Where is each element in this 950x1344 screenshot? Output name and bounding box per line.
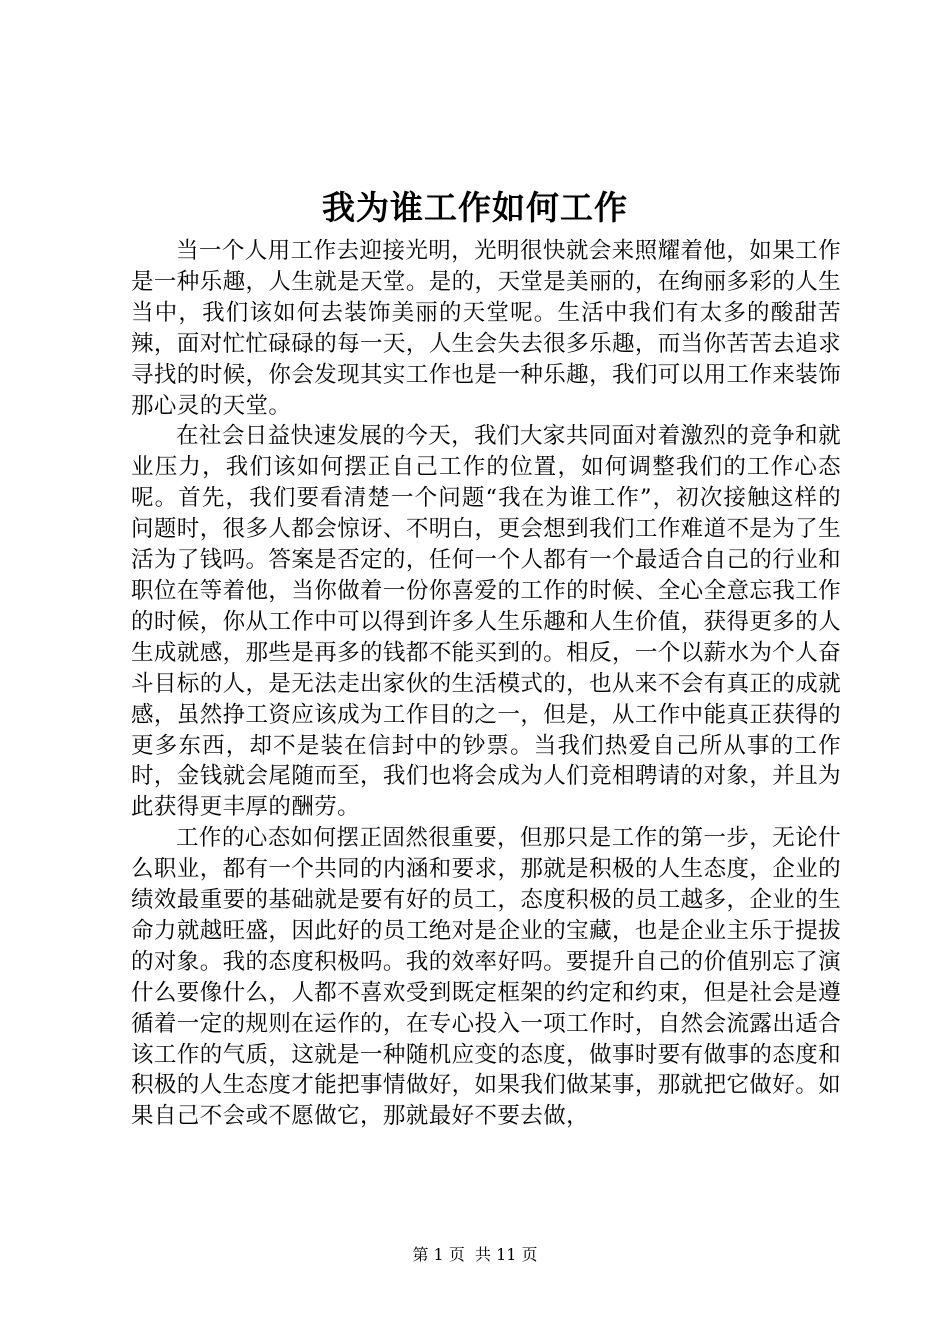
- document-title: 我为谁工作如何工作: [322, 188, 628, 227]
- paragraph-2: 在社会日益快速发展的今天，我们大家共同面对着激烈的竞争和就业压力，我们该如何摆正自己工作的位置，如何调整我们的工作心态呢。首先，我们要看清楚一个问题“我在为谁工作”，初次接触这样的问题时，很多人都会惊讶、不明白，更会想到我们工作难道不是为了生活为了钱吗。答案是否定的，任何一个人都有一个最适合自己的行业和职位在等着他，当你做着一份你喜爱的工作的时候、全心全意忘我工作的时候，你从工作中可以得到许多人生乐趣和人生价值，获得更多的人生成就感，那些是再多的钱都不能买到的。相反，一个以薪水为个人奋斗目标的人，是无法走出家伙的生活模式的，也从来不会有真正的成就感，虽然挣工资应该成为工作目的之一，但是，从工作中能真正获得的更多东西，却不是装在信封中的钞票。当我们热爱自己所从事的工作时，金钱就会尾随而至，我们也将会成为人们竞相聘请的对象，并且为此获得更丰厚的酬劳。: [131, 423, 841, 821]
- paragraph-1: 当一个人用工作去迎接光明，光明很快就会来照耀着他，如果工作是一种乐趣，人生就是天堂。是的，天堂是美丽的，在绚丽多彩的人生当中，我们该如何去装饰美丽的天堂呢。生活中我们有太多的酸甜苦辣，面对忙忙碌碌的每一天，人生会失去很多乐趣，而当你苦苦去追求寻找的时候，你会发现其实工作也是一种乐趣，我们可以用工作来装饰那心灵的天堂。: [131, 238, 841, 419]
- page-footer: 第 1 页 共 11 页: [412, 1245, 538, 1264]
- paragraph-3: 工作的心态如何摆正固然很重要，但那只是工作的第一步，无论什么职业，都有一个共同的内涵和要求，那就是积极的人生态度，企业的绩效最重要的基础就是要有好的员工，态度积极的员工越多，企业的生命力就越旺盛，因此好的员工绝对是企业的宝藏，也是企业主乐于提拔的对象。我的态度积极吗。我的效率好吗。要提升自己的价值别忘了演什么要像什么，人都不喜欢受到既定框架的约定和约束，但是社会是遵循着一定的规则在运作的，在专心投入一项工作时，自然会流露出适合该工作的气质，这就是一种随机应变的态度，做事时要有做事的态度和积极的人生态度才能把事情做好，如果我们做某事，那就把它做好。如果自己不会或不愿做它，那就最好不要去做，: [131, 825, 841, 1130]
- document-body: [131, 236, 841, 1132]
